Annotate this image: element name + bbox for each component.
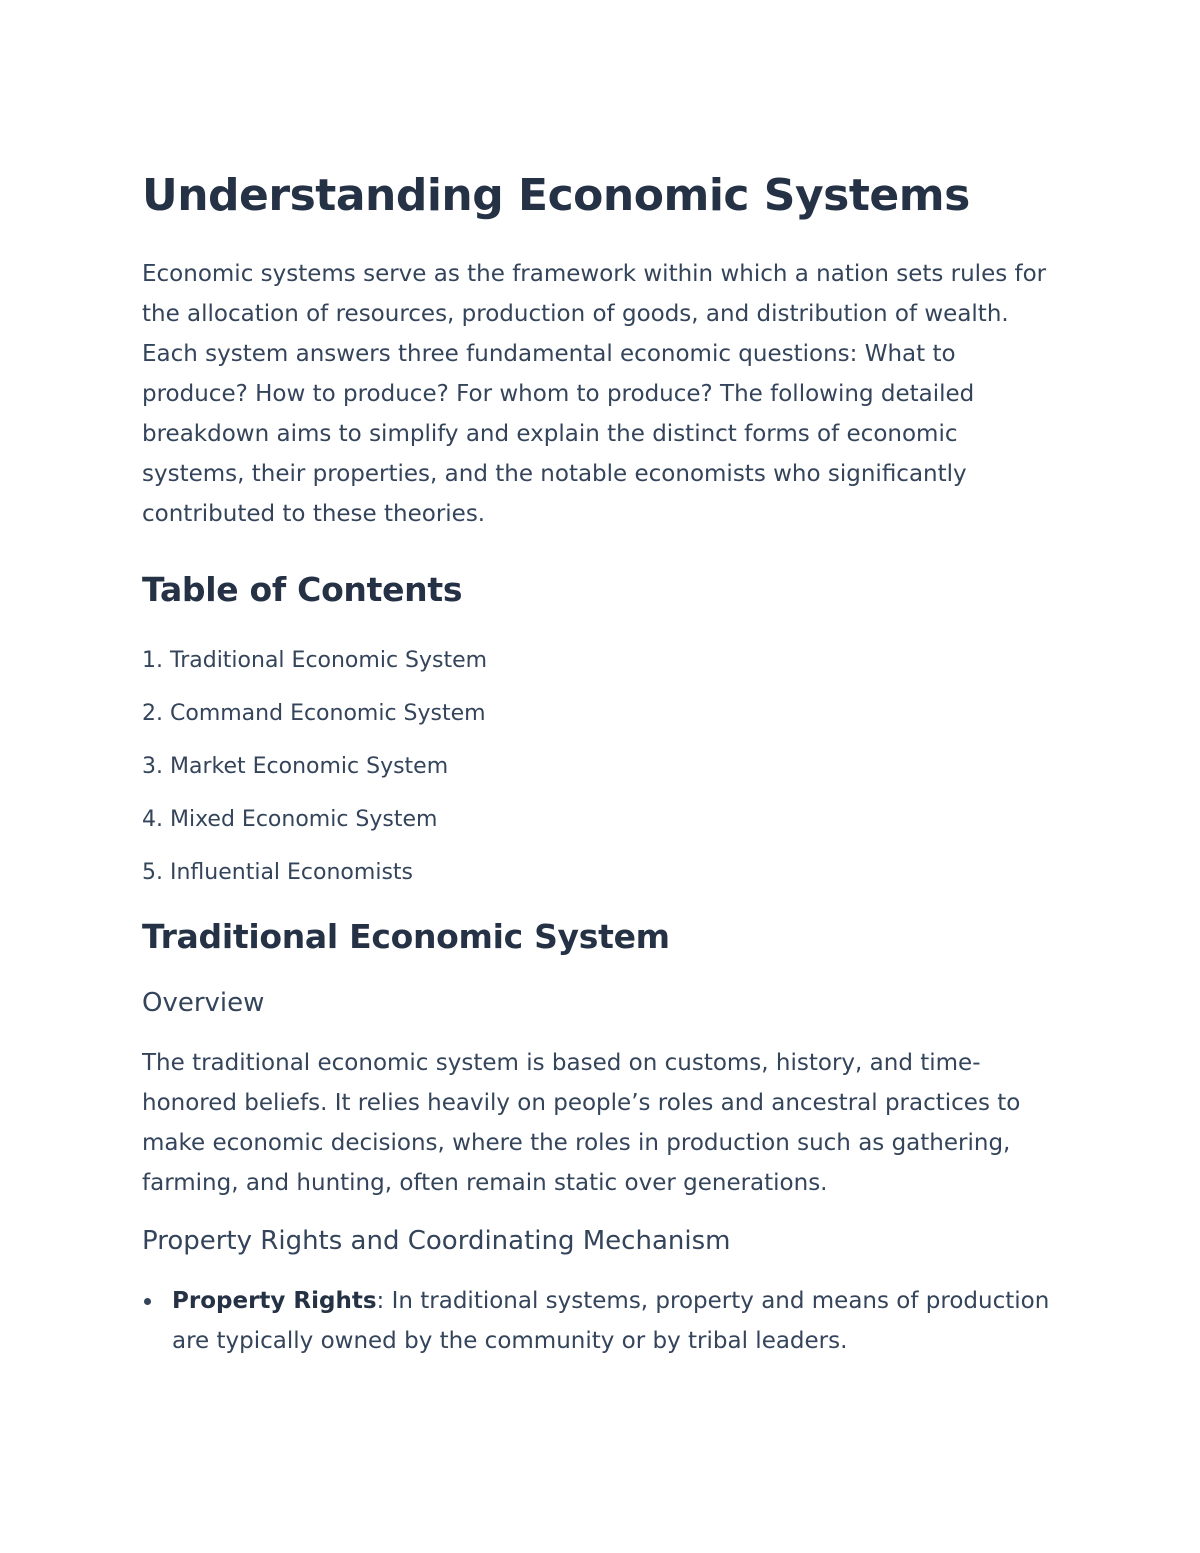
intro-paragraph: Economic systems serve as the framework within which a nation sets rules for the allocation of resources, production of goods, and distribution of wealth. Each system answers three fundamental economic questions: What to produce? How to produce? For whom to produce? The following detailed breakdown aims to simplify and explain the distinct forms of economic systems, their properties, and the notable economists who significantly contributed to these theories. bbox=[142, 261, 1047, 527]
toc-item-command[interactable] bbox=[142, 687, 1062, 740]
list-item bbox=[142, 1281, 1062, 1361]
toc-item-label: Command Economic System bbox=[170, 701, 486, 726]
bullet-icon bbox=[144, 1298, 151, 1305]
document-page bbox=[142, 168, 1062, 1361]
toc-item-traditional[interactable] bbox=[142, 634, 1062, 687]
toc-item-label: Influential Economists bbox=[170, 860, 413, 885]
toc-item-number: 5. bbox=[142, 860, 163, 885]
bullet-text: : In traditional systems, property and means of production are typically owned by the community or by tribal leaders. bbox=[172, 1288, 1050, 1354]
bullet-term: Property Rights bbox=[172, 1288, 377, 1314]
property-bullet-list bbox=[142, 1281, 1062, 1361]
overview-paragraph: The traditional economic system is based on customs, history, and time-honored beliefs. It relies heavily on people’s roles and ancestral practices to make economic decisions, where the roles in production such as gathering, farming, and hunting, often remain static over generations. bbox=[142, 1050, 1021, 1196]
table-of-contents bbox=[142, 634, 1062, 899]
toc-item-number: 1. bbox=[142, 648, 163, 673]
toc-item-label: Traditional Economic System bbox=[170, 648, 488, 673]
property-rights-heading: Property Rights and Coordinating Mechanism bbox=[142, 1226, 731, 1256]
toc-item-mixed[interactable] bbox=[142, 793, 1062, 846]
overview-heading: Overview bbox=[142, 988, 265, 1018]
toc-item-economists[interactable] bbox=[142, 846, 1062, 899]
section-heading-traditional: Traditional Economic System bbox=[142, 917, 670, 956]
toc-item-number: 4. bbox=[142, 807, 163, 832]
toc-item-market[interactable] bbox=[142, 740, 1062, 793]
document-title: Understanding Economic Systems bbox=[142, 170, 970, 221]
toc-heading: Table of Contents bbox=[142, 570, 463, 609]
toc-item-label: Market Economic System bbox=[170, 754, 449, 779]
toc-item-label: Mixed Economic System bbox=[170, 807, 438, 832]
toc-item-number: 3. bbox=[142, 754, 163, 779]
toc-item-number: 2. bbox=[142, 701, 163, 726]
